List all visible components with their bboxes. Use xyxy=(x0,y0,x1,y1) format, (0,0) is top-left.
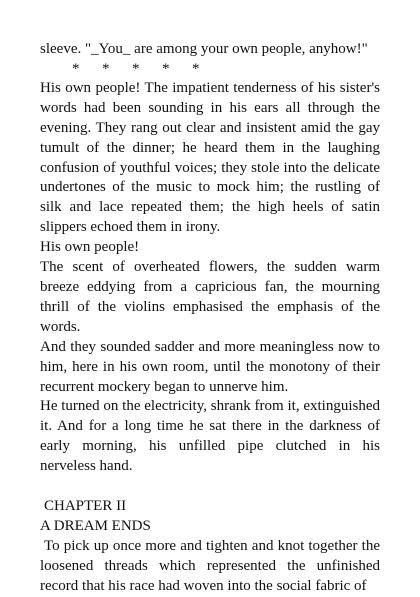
blank-line xyxy=(40,477,380,497)
paragraph-sleeve: sleeve. "_You_ are among your own people, anyhow!" xyxy=(40,41,368,57)
paragraph-chapter-opening: To pick up once more and tighten and knot together the loosened threads which represented the unfinished record that his race had woven into the social fabric of xyxy=(40,537,380,594)
paragraph-sounded-sadder: And they sounded sadder and more meaningless now to him, here in his own room, until the monotony of their recurrent mockery began to unnerve him. xyxy=(40,338,380,395)
document-page xyxy=(40,40,380,597)
paragraph-electricity: He turned on the electricity, shrank from it, extinguished it. And for a long time he sat there in the darkness of early morning, his unfilled pipe clutched in his nerveless hand. xyxy=(40,398,380,475)
section-separator: * * * * * xyxy=(72,60,200,77)
paragraph-his-own-people-repeat: His own people! xyxy=(40,239,140,256)
paragraph-his-own-people: His own people! The impatient tenderness of his sister's words had been sounding in his ears all through the evening. They rang out clear and insistent amid the gay tumult of the dinner; he heard them in the laughing confusion of youthful voices; they stole into the delicate undertones of the music to mock him; the rustling of silk and lace repeated them; the high heels of satin slippers echoed them in irony. xyxy=(40,79,380,236)
chapter-number: CHAPTER II xyxy=(44,498,127,515)
paragraph-scent: The scent of overheated flowers, the sudden warm breeze eddying from a capricious fan, the mourning thrill of the violins emphasised the emphasis of the words. xyxy=(40,259,380,335)
chapter-title: A DREAM ENDS xyxy=(40,517,151,534)
